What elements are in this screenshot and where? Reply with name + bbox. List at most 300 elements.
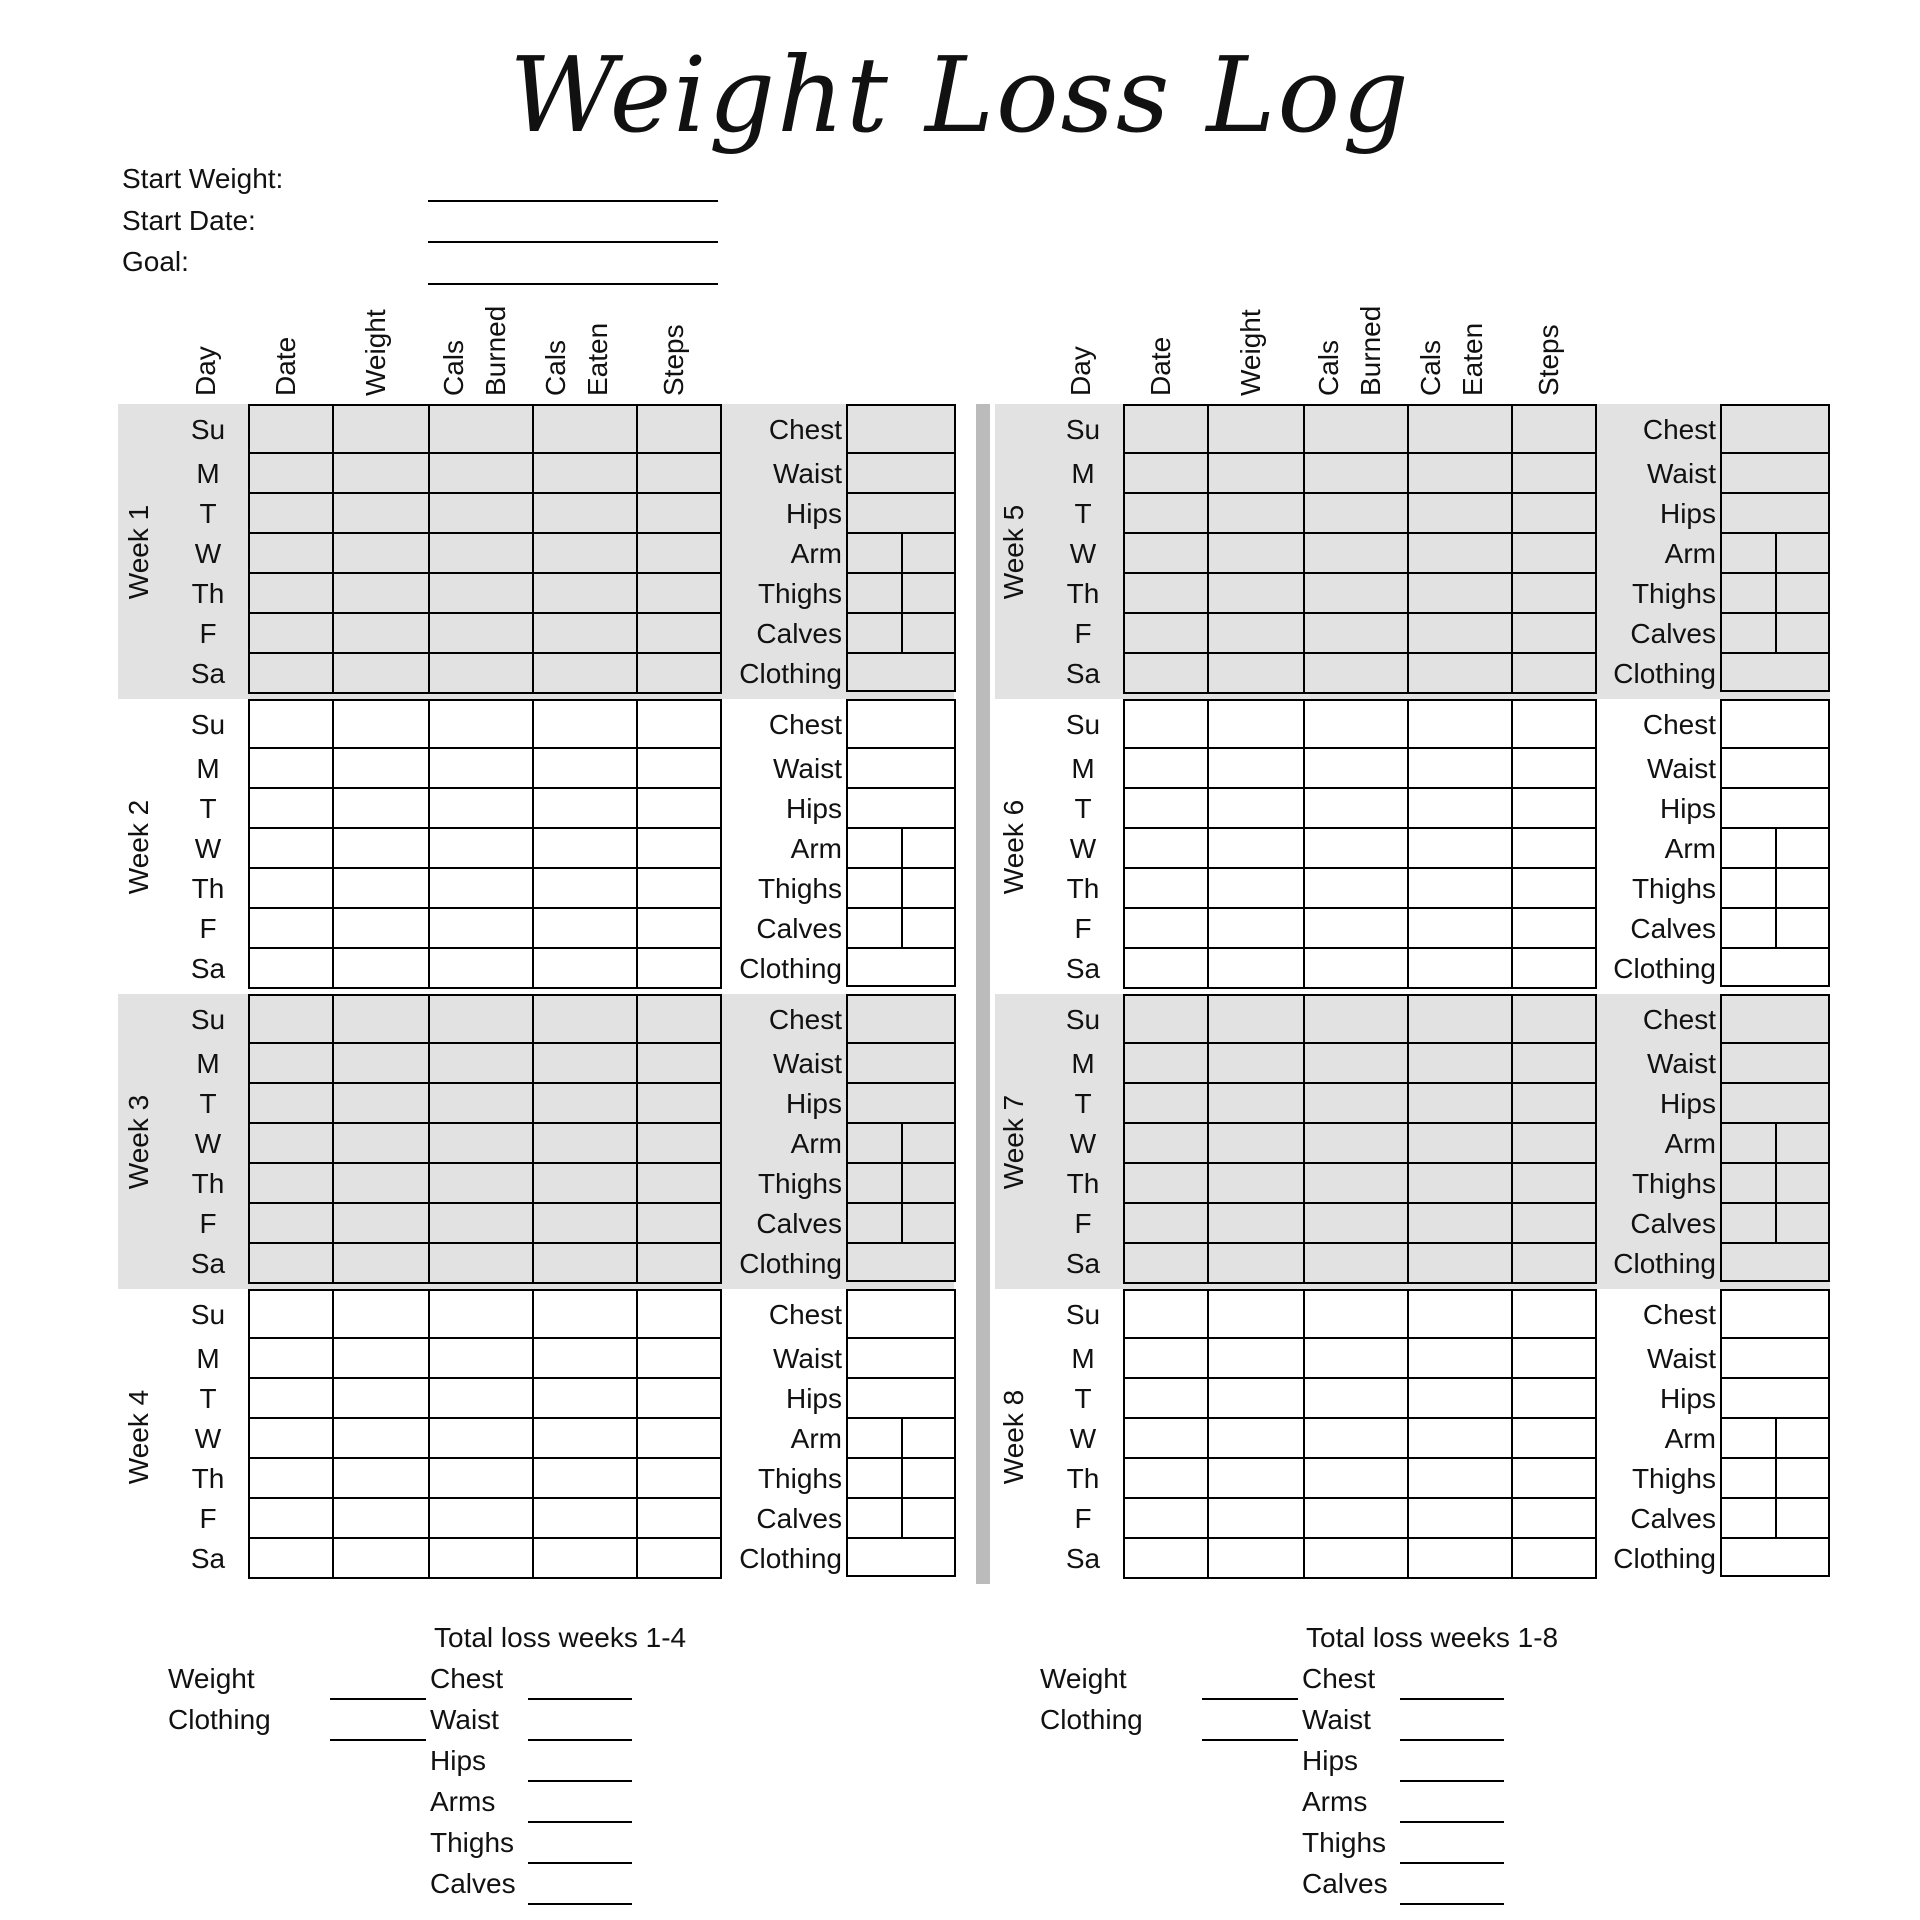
weight-cell[interactable] <box>1208 1418 1304 1458</box>
date-cell[interactable] <box>249 700 333 748</box>
weight-cell[interactable] <box>1208 573 1304 613</box>
measurement-box[interactable] <box>846 1289 956 1577</box>
total-weight-field[interactable] <box>330 1698 426 1700</box>
weight-cell[interactable] <box>333 453 429 493</box>
steps-cell[interactable] <box>637 453 721 493</box>
weight-cell[interactable] <box>333 788 429 828</box>
cals-burned-cell[interactable] <box>1304 1418 1408 1458</box>
steps-cell[interactable] <box>637 613 721 653</box>
cals-eaten-cell[interactable] <box>533 995 637 1043</box>
steps-cell[interactable] <box>637 493 721 533</box>
weight-cell[interactable] <box>1208 1338 1304 1378</box>
weight-cell[interactable] <box>333 1538 429 1578</box>
date-cell[interactable] <box>249 1498 333 1538</box>
weight-cell[interactable] <box>1208 653 1304 693</box>
steps-cell[interactable] <box>637 1458 721 1498</box>
cals-burned-cell[interactable] <box>429 1043 533 1083</box>
date-cell[interactable] <box>249 613 333 653</box>
cals-burned-cell[interactable] <box>1304 908 1408 948</box>
total-arms-field[interactable] <box>1400 1821 1504 1823</box>
cals-eaten-cell[interactable] <box>1408 573 1512 613</box>
cals-burned-cell[interactable] <box>429 493 533 533</box>
weight-cell[interactable] <box>333 493 429 533</box>
cals-burned-cell[interactable] <box>1304 1163 1408 1203</box>
steps-cell[interactable] <box>1512 493 1596 533</box>
cals-burned-cell[interactable] <box>1304 405 1408 453</box>
weight-cell[interactable] <box>333 1338 429 1378</box>
cals-eaten-cell[interactable] <box>1408 1290 1512 1338</box>
cals-eaten-cell[interactable] <box>533 453 637 493</box>
date-cell[interactable] <box>1124 493 1208 533</box>
cals-burned-cell[interactable] <box>1304 700 1408 748</box>
steps-cell[interactable] <box>1512 1290 1596 1338</box>
cals-eaten-cell[interactable] <box>533 1243 637 1283</box>
cals-eaten-cell[interactable] <box>533 1498 637 1538</box>
weight-cell[interactable] <box>333 1290 429 1338</box>
weight-cell[interactable] <box>1208 908 1304 948</box>
weight-cell[interactable] <box>1208 700 1304 748</box>
steps-cell[interactable] <box>1512 1083 1596 1123</box>
cals-eaten-cell[interactable] <box>533 1458 637 1498</box>
weight-cell[interactable] <box>1208 1538 1304 1578</box>
weight-cell[interactable] <box>333 868 429 908</box>
weight-cell[interactable] <box>1208 788 1304 828</box>
weight-cell[interactable] <box>1208 405 1304 453</box>
date-cell[interactable] <box>1124 1203 1208 1243</box>
date-cell[interactable] <box>249 995 333 1043</box>
date-cell[interactable] <box>1124 948 1208 988</box>
cals-burned-cell[interactable] <box>1304 613 1408 653</box>
date-cell[interactable] <box>249 1418 333 1458</box>
date-cell[interactable] <box>1124 653 1208 693</box>
date-cell[interactable] <box>1124 613 1208 653</box>
steps-cell[interactable] <box>1512 453 1596 493</box>
weight-cell[interactable] <box>333 573 429 613</box>
weight-cell[interactable] <box>1208 868 1304 908</box>
weight-cell[interactable] <box>333 700 429 748</box>
date-cell[interactable] <box>249 868 333 908</box>
weight-cell[interactable] <box>333 1203 429 1243</box>
cals-burned-cell[interactable] <box>429 1203 533 1243</box>
cals-burned-cell[interactable] <box>429 613 533 653</box>
weight-cell[interactable] <box>1208 1498 1304 1538</box>
total-calves-field[interactable] <box>1400 1903 1504 1905</box>
cals-burned-cell[interactable] <box>1304 995 1408 1043</box>
weight-cell[interactable] <box>333 405 429 453</box>
cals-eaten-cell[interactable] <box>1408 1378 1512 1418</box>
steps-cell[interactable] <box>637 573 721 613</box>
steps-cell[interactable] <box>637 1163 721 1203</box>
date-cell[interactable] <box>1124 573 1208 613</box>
weight-cell[interactable] <box>333 948 429 988</box>
date-cell[interactable] <box>1124 868 1208 908</box>
date-cell[interactable] <box>1124 700 1208 748</box>
weight-cell[interactable] <box>1208 1290 1304 1338</box>
cals-eaten-cell[interactable] <box>533 948 637 988</box>
cals-burned-cell[interactable] <box>429 1538 533 1578</box>
cals-eaten-cell[interactable] <box>533 788 637 828</box>
steps-cell[interactable] <box>1512 1123 1596 1163</box>
weight-cell[interactable] <box>1208 1163 1304 1203</box>
steps-cell[interactable] <box>637 868 721 908</box>
cals-eaten-cell[interactable] <box>533 1378 637 1418</box>
cals-burned-cell[interactable] <box>1304 1290 1408 1338</box>
cals-burned-cell[interactable] <box>1304 573 1408 613</box>
date-cell[interactable] <box>249 573 333 613</box>
total-chest-field[interactable] <box>528 1698 632 1700</box>
total-waist-field[interactable] <box>528 1739 632 1741</box>
steps-cell[interactable] <box>1512 948 1596 988</box>
cals-burned-cell[interactable] <box>429 948 533 988</box>
steps-cell[interactable] <box>1512 1458 1596 1498</box>
measurement-box[interactable] <box>1720 1289 1830 1577</box>
date-cell[interactable] <box>1124 1378 1208 1418</box>
cals-burned-cell[interactable] <box>1304 1338 1408 1378</box>
date-cell[interactable] <box>249 1043 333 1083</box>
cals-eaten-cell[interactable] <box>533 1290 637 1338</box>
measurement-box[interactable] <box>846 994 956 1282</box>
total-thighs-field[interactable] <box>528 1862 632 1864</box>
date-cell[interactable] <box>1124 453 1208 493</box>
steps-cell[interactable] <box>1512 748 1596 788</box>
date-cell[interactable] <box>1124 908 1208 948</box>
cals-eaten-cell[interactable] <box>533 1418 637 1458</box>
cals-eaten-cell[interactable] <box>533 405 637 453</box>
cals-burned-cell[interactable] <box>429 1378 533 1418</box>
steps-cell[interactable] <box>1512 995 1596 1043</box>
steps-cell[interactable] <box>637 1043 721 1083</box>
weight-cell[interactable] <box>333 533 429 573</box>
goal-field[interactable] <box>428 283 718 285</box>
date-cell[interactable] <box>249 1083 333 1123</box>
total-chest-field[interactable] <box>1400 1698 1504 1700</box>
steps-cell[interactable] <box>637 1338 721 1378</box>
cals-eaten-cell[interactable] <box>1408 1083 1512 1123</box>
weight-cell[interactable] <box>333 1418 429 1458</box>
date-cell[interactable] <box>1124 828 1208 868</box>
date-cell[interactable] <box>249 1203 333 1243</box>
cals-eaten-cell[interactable] <box>533 868 637 908</box>
date-cell[interactable] <box>1124 1498 1208 1538</box>
measurement-box[interactable] <box>1720 994 1830 1282</box>
date-cell[interactable] <box>249 788 333 828</box>
steps-cell[interactable] <box>637 828 721 868</box>
total-weight-field[interactable] <box>1202 1698 1298 1700</box>
weight-cell[interactable] <box>333 1498 429 1538</box>
steps-cell[interactable] <box>637 1378 721 1418</box>
date-cell[interactable] <box>249 748 333 788</box>
cals-burned-cell[interactable] <box>1304 748 1408 788</box>
date-cell[interactable] <box>1124 1418 1208 1458</box>
weight-cell[interactable] <box>333 828 429 868</box>
cals-burned-cell[interactable] <box>1304 493 1408 533</box>
cals-burned-cell[interactable] <box>429 908 533 948</box>
steps-cell[interactable] <box>1512 533 1596 573</box>
steps-cell[interactable] <box>637 788 721 828</box>
cals-burned-cell[interactable] <box>429 1418 533 1458</box>
cals-eaten-cell[interactable] <box>533 1338 637 1378</box>
steps-cell[interactable] <box>637 700 721 748</box>
date-cell[interactable] <box>249 1290 333 1338</box>
weight-cell[interactable] <box>333 1378 429 1418</box>
steps-cell[interactable] <box>1512 1243 1596 1283</box>
cals-eaten-cell[interactable] <box>533 1083 637 1123</box>
date-cell[interactable] <box>249 653 333 693</box>
date-cell[interactable] <box>249 1538 333 1578</box>
date-cell[interactable] <box>1124 1338 1208 1378</box>
cals-burned-cell[interactable] <box>429 1338 533 1378</box>
weight-cell[interactable] <box>333 908 429 948</box>
steps-cell[interactable] <box>1512 1418 1596 1458</box>
weight-cell[interactable] <box>1208 1243 1304 1283</box>
weight-cell[interactable] <box>1208 613 1304 653</box>
steps-cell[interactable] <box>1512 1378 1596 1418</box>
date-cell[interactable] <box>249 453 333 493</box>
cals-eaten-cell[interactable] <box>533 748 637 788</box>
date-cell[interactable] <box>249 1378 333 1418</box>
weight-cell[interactable] <box>1208 828 1304 868</box>
cals-burned-cell[interactable] <box>429 573 533 613</box>
cals-eaten-cell[interactable] <box>533 700 637 748</box>
date-cell[interactable] <box>1124 748 1208 788</box>
weight-cell[interactable] <box>1208 1083 1304 1123</box>
steps-cell[interactable] <box>1512 405 1596 453</box>
cals-eaten-cell[interactable] <box>1408 453 1512 493</box>
cals-burned-cell[interactable] <box>1304 1378 1408 1418</box>
cals-eaten-cell[interactable] <box>533 1203 637 1243</box>
date-cell[interactable] <box>1124 788 1208 828</box>
cals-burned-cell[interactable] <box>1304 1203 1408 1243</box>
cals-eaten-cell[interactable] <box>533 493 637 533</box>
cals-burned-cell[interactable] <box>429 700 533 748</box>
weight-cell[interactable] <box>333 613 429 653</box>
cals-eaten-cell[interactable] <box>1408 405 1512 453</box>
steps-cell[interactable] <box>1512 788 1596 828</box>
cals-burned-cell[interactable] <box>429 788 533 828</box>
date-cell[interactable] <box>1124 533 1208 573</box>
cals-eaten-cell[interactable] <box>1408 995 1512 1043</box>
weight-cell[interactable] <box>333 995 429 1043</box>
cals-eaten-cell[interactable] <box>1408 1043 1512 1083</box>
cals-eaten-cell[interactable] <box>533 1043 637 1083</box>
cals-burned-cell[interactable] <box>429 828 533 868</box>
weight-cell[interactable] <box>333 1123 429 1163</box>
steps-cell[interactable] <box>1512 1498 1596 1538</box>
weight-cell[interactable] <box>1208 1203 1304 1243</box>
cals-eaten-cell[interactable] <box>1408 1338 1512 1378</box>
total-hips-field[interactable] <box>1400 1780 1504 1782</box>
cals-eaten-cell[interactable] <box>1408 1538 1512 1578</box>
steps-cell[interactable] <box>637 1418 721 1458</box>
steps-cell[interactable] <box>637 1123 721 1163</box>
steps-cell[interactable] <box>637 1083 721 1123</box>
weight-cell[interactable] <box>333 1083 429 1123</box>
cals-burned-cell[interactable] <box>1304 533 1408 573</box>
steps-cell[interactable] <box>637 1290 721 1338</box>
cals-eaten-cell[interactable] <box>1408 908 1512 948</box>
cals-burned-cell[interactable] <box>1304 948 1408 988</box>
cals-eaten-cell[interactable] <box>1408 1203 1512 1243</box>
cals-eaten-cell[interactable] <box>1408 533 1512 573</box>
date-cell[interactable] <box>249 908 333 948</box>
cals-burned-cell[interactable] <box>1304 1043 1408 1083</box>
total-hips-field[interactable] <box>528 1780 632 1782</box>
cals-burned-cell[interactable] <box>1304 868 1408 908</box>
weight-cell[interactable] <box>1208 948 1304 988</box>
start-date-field[interactable] <box>428 241 718 243</box>
cals-eaten-cell[interactable] <box>1408 700 1512 748</box>
date-cell[interactable] <box>249 1243 333 1283</box>
date-cell[interactable] <box>249 405 333 453</box>
cals-burned-cell[interactable] <box>429 1290 533 1338</box>
cals-eaten-cell[interactable] <box>1408 613 1512 653</box>
steps-cell[interactable] <box>1512 868 1596 908</box>
measurement-box[interactable] <box>1720 699 1830 987</box>
cals-eaten-cell[interactable] <box>533 828 637 868</box>
cals-burned-cell[interactable] <box>1304 653 1408 693</box>
cals-eaten-cell[interactable] <box>1408 1163 1512 1203</box>
cals-eaten-cell[interactable] <box>1408 1458 1512 1498</box>
cals-burned-cell[interactable] <box>429 868 533 908</box>
cals-burned-cell[interactable] <box>1304 828 1408 868</box>
cals-burned-cell[interactable] <box>1304 1243 1408 1283</box>
steps-cell[interactable] <box>637 948 721 988</box>
cals-burned-cell[interactable] <box>429 1123 533 1163</box>
cals-eaten-cell[interactable] <box>533 1538 637 1578</box>
cals-burned-cell[interactable] <box>429 748 533 788</box>
total-arms-field[interactable] <box>528 1821 632 1823</box>
cals-eaten-cell[interactable] <box>533 573 637 613</box>
cals-burned-cell[interactable] <box>1304 788 1408 828</box>
cals-eaten-cell[interactable] <box>533 653 637 693</box>
weight-cell[interactable] <box>333 1043 429 1083</box>
date-cell[interactable] <box>1124 1163 1208 1203</box>
cals-eaten-cell[interactable] <box>533 1123 637 1163</box>
cals-eaten-cell[interactable] <box>1408 493 1512 533</box>
cals-eaten-cell[interactable] <box>533 613 637 653</box>
cals-burned-cell[interactable] <box>429 405 533 453</box>
weight-cell[interactable] <box>1208 1458 1304 1498</box>
cals-burned-cell[interactable] <box>429 1243 533 1283</box>
steps-cell[interactable] <box>637 1538 721 1578</box>
steps-cell[interactable] <box>1512 908 1596 948</box>
steps-cell[interactable] <box>637 1203 721 1243</box>
cals-eaten-cell[interactable] <box>1408 828 1512 868</box>
steps-cell[interactable] <box>1512 1163 1596 1203</box>
start-weight-field[interactable] <box>428 200 718 202</box>
date-cell[interactable] <box>1124 1083 1208 1123</box>
cals-eaten-cell[interactable] <box>1408 1498 1512 1538</box>
cals-eaten-cell[interactable] <box>1408 748 1512 788</box>
total-clothing-field[interactable] <box>330 1739 426 1741</box>
cals-burned-cell[interactable] <box>429 653 533 693</box>
steps-cell[interactable] <box>1512 1043 1596 1083</box>
cals-burned-cell[interactable] <box>1304 1083 1408 1123</box>
cals-burned-cell[interactable] <box>429 1458 533 1498</box>
weight-cell[interactable] <box>1208 748 1304 788</box>
cals-burned-cell[interactable] <box>1304 453 1408 493</box>
cals-burned-cell[interactable] <box>429 1083 533 1123</box>
steps-cell[interactable] <box>1512 653 1596 693</box>
date-cell[interactable] <box>249 1123 333 1163</box>
date-cell[interactable] <box>1124 1458 1208 1498</box>
measurement-box[interactable] <box>846 699 956 987</box>
cals-eaten-cell[interactable] <box>1408 788 1512 828</box>
cals-burned-cell[interactable] <box>1304 1458 1408 1498</box>
steps-cell[interactable] <box>637 1243 721 1283</box>
date-cell[interactable] <box>1124 405 1208 453</box>
date-cell[interactable] <box>249 948 333 988</box>
cals-burned-cell[interactable] <box>429 1163 533 1203</box>
cals-eaten-cell[interactable] <box>1408 653 1512 693</box>
weight-cell[interactable] <box>333 1163 429 1203</box>
steps-cell[interactable] <box>1512 828 1596 868</box>
steps-cell[interactable] <box>637 1498 721 1538</box>
cals-burned-cell[interactable] <box>1304 1538 1408 1578</box>
weight-cell[interactable] <box>1208 995 1304 1043</box>
date-cell[interactable] <box>249 1458 333 1498</box>
total-clothing-field[interactable] <box>1202 1739 1298 1741</box>
cals-burned-cell[interactable] <box>1304 1123 1408 1163</box>
weight-cell[interactable] <box>333 653 429 693</box>
date-cell[interactable] <box>249 828 333 868</box>
steps-cell[interactable] <box>637 533 721 573</box>
cals-eaten-cell[interactable] <box>1408 1418 1512 1458</box>
cals-eaten-cell[interactable] <box>1408 1123 1512 1163</box>
date-cell[interactable] <box>1124 1243 1208 1283</box>
weight-cell[interactable] <box>1208 1043 1304 1083</box>
weight-cell[interactable] <box>1208 453 1304 493</box>
cals-eaten-cell[interactable] <box>533 533 637 573</box>
steps-cell[interactable] <box>1512 613 1596 653</box>
steps-cell[interactable] <box>637 908 721 948</box>
weight-cell[interactable] <box>333 1458 429 1498</box>
weight-cell[interactable] <box>1208 493 1304 533</box>
cals-burned-cell[interactable] <box>429 453 533 493</box>
cals-burned-cell[interactable] <box>1304 1498 1408 1538</box>
steps-cell[interactable] <box>1512 1338 1596 1378</box>
cals-eaten-cell[interactable] <box>533 1163 637 1203</box>
date-cell[interactable] <box>1124 1043 1208 1083</box>
cals-eaten-cell[interactable] <box>533 908 637 948</box>
date-cell[interactable] <box>249 1338 333 1378</box>
cals-burned-cell[interactable] <box>429 995 533 1043</box>
steps-cell[interactable] <box>1512 700 1596 748</box>
weight-cell[interactable] <box>1208 533 1304 573</box>
steps-cell[interactable] <box>1512 573 1596 613</box>
date-cell[interactable] <box>249 1163 333 1203</box>
steps-cell[interactable] <box>1512 1203 1596 1243</box>
date-cell[interactable] <box>1124 1290 1208 1338</box>
date-cell[interactable] <box>1124 1538 1208 1578</box>
weight-cell[interactable] <box>1208 1123 1304 1163</box>
date-cell[interactable] <box>249 493 333 533</box>
steps-cell[interactable] <box>1512 1538 1596 1578</box>
date-cell[interactable] <box>249 533 333 573</box>
date-cell[interactable] <box>1124 995 1208 1043</box>
total-waist-field[interactable] <box>1400 1739 1504 1741</box>
steps-cell[interactable] <box>637 405 721 453</box>
cals-eaten-cell[interactable] <box>1408 1243 1512 1283</box>
steps-cell[interactable] <box>637 653 721 693</box>
weight-cell[interactable] <box>333 1243 429 1283</box>
steps-cell[interactable] <box>637 748 721 788</box>
measurement-box[interactable] <box>1720 404 1830 692</box>
cals-eaten-cell[interactable] <box>1408 948 1512 988</box>
weight-cell[interactable] <box>1208 1378 1304 1418</box>
cals-burned-cell[interactable] <box>429 1498 533 1538</box>
date-cell[interactable] <box>1124 1123 1208 1163</box>
